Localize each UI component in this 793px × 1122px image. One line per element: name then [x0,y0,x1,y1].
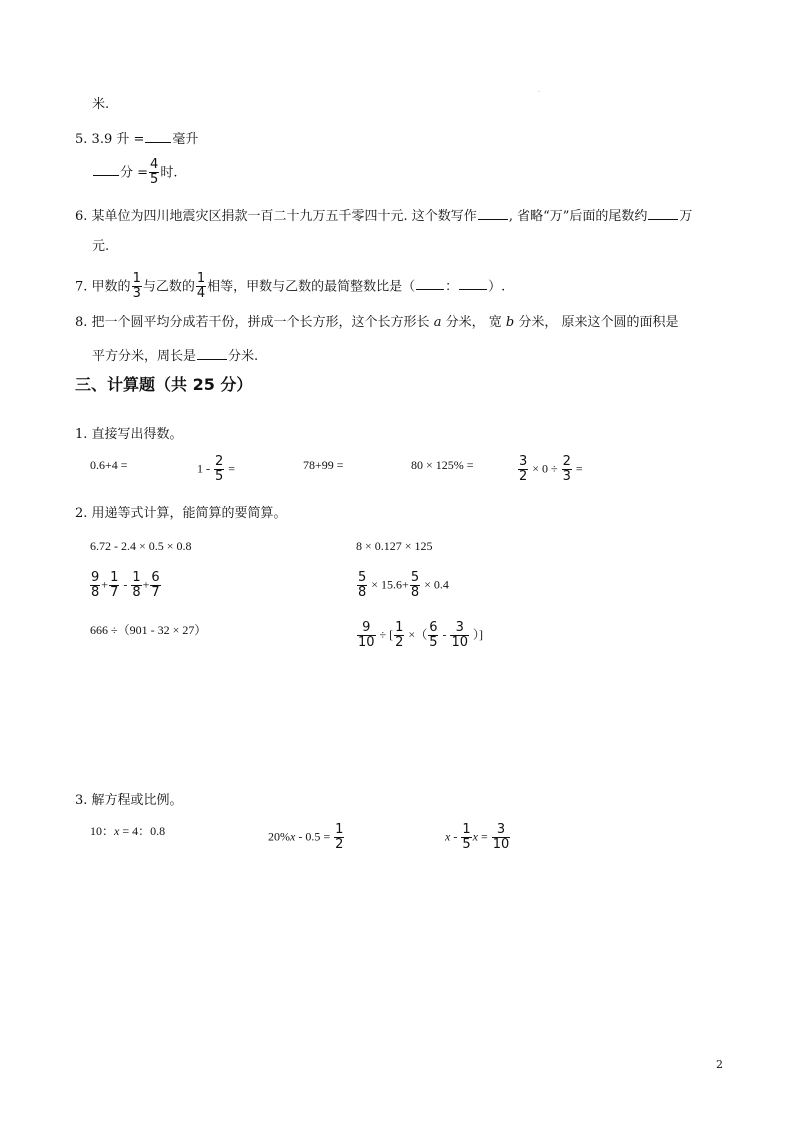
expr-text: ）] [473,627,484,642]
section-heading: 三、计算题（共 25 分） [75,375,253,394]
expr-text: ÷ [ [379,627,394,642]
denominator: 2 [335,837,344,853]
expr-text: × 15.6+ [371,577,409,592]
question-6-line2: 元. [92,239,110,254]
variable-x: x [290,829,296,844]
numerator: 9 [91,570,100,585]
denominator: 5 [150,172,159,188]
q8-text-a: 8. 把一个圆平均分成若干份，拼成一个长方形，这个长方形长 [75,315,430,330]
page-number: 2 [716,1058,723,1071]
numerator: 1 [110,570,119,585]
numerator: 5 [410,570,420,585]
fraction [132,272,142,302]
denominator: 5 [462,837,471,853]
numerator: 1 [395,620,404,635]
question-number: 7. [75,279,88,295]
fraction [394,621,404,651]
fraction [562,455,572,485]
calc-3-expr-1 [90,825,165,837]
q8-text-d: 平方分米，周长是 [92,349,197,364]
operator: + [142,577,150,592]
denominator: 7 [151,585,160,601]
expr-text: × 0 ÷ [532,461,558,476]
calc-3-expr-3 [445,823,511,853]
question-number: 5. [75,132,88,147]
fraction [357,621,376,651]
q6-text-a: 6. 某单位为四川地震灾区捐款一百二十九万五千零四十元. 这个数写作 [75,209,477,224]
fraction [428,621,438,651]
continued-text: 米. [92,97,110,112]
fraction [109,571,119,601]
denominator: 10 [358,635,375,651]
expr-text: = [575,461,583,476]
q5-unit-a: 毫升 [172,132,199,147]
denominator: 2 [395,635,404,651]
question-6-line1 [75,207,692,223]
expr-text: = [480,829,488,844]
fraction [492,823,511,853]
calc-2-expr-6 [356,621,483,651]
numerator: 1 [196,271,206,286]
numerator: 6 [429,620,438,635]
variable-a: a [433,315,442,330]
q8-text-c: 分米， 原来这个圆的面积是 [518,315,679,330]
calc-1-expr-5 [517,455,583,485]
denominator: 3 [132,286,141,302]
numerator: 3 [519,454,528,469]
denominator: 3 [562,469,571,485]
expr-text: - 0.5 = [298,829,331,844]
numerator: 1 [335,822,344,837]
q7-colon: ： [445,279,459,295]
denominator: 8 [410,585,420,601]
denominator: 7 [110,585,119,601]
denominator: 10 [451,635,469,651]
answer-blank[interactable] [197,347,227,360]
expr-text: 20% [268,829,290,844]
fraction [150,571,160,601]
denominator: 5 [215,469,224,485]
numerator: 2 [215,454,224,469]
operator: - [453,829,458,844]
numerator: 5 [358,570,367,585]
numerator: 2 [562,454,571,469]
calc-1-expr-2 [197,455,235,485]
q8-text-e: 分米. [228,349,259,364]
variable-x: x [114,824,120,838]
denominator: 8 [358,585,367,601]
numerator: 3 [496,822,506,837]
operator: - [442,627,447,642]
operator: - [123,577,128,592]
fraction [410,571,420,601]
denominator: 8 [91,585,100,601]
q7-text-b: 与乙数的 [142,279,195,295]
question-5-line2 [92,158,177,188]
calc-2-expr-5: 666 ÷（901 - 32 × 27） [90,623,207,637]
q5-tail: 时. [160,165,178,181]
fraction [196,272,206,302]
calc-1-expr-3: 78+99 = [303,458,344,472]
operator: + [101,577,109,592]
denominator: 2 [519,469,528,485]
q6-text-c: 万 [679,209,693,224]
numerator: 3 [455,620,464,635]
fraction [450,621,469,651]
q5-text-a: 3.9 升 = [91,132,145,147]
expr-text: = [228,461,236,476]
question-7 [75,272,505,302]
calc-2-expr-2: 8 × 0.127 × 125 [356,539,433,553]
fraction [461,823,471,853]
calc-3-title: 3. 解方程或比例。 [75,793,183,808]
answer-blank[interactable] [416,277,444,290]
fraction [149,158,159,188]
denominator: 8 [132,585,141,601]
calc-1-expr-4: 80 × 125% = [411,458,474,472]
answer-blank[interactable] [459,277,487,290]
denominator: 5 [429,635,438,651]
expr-text: = 4：0.8 [122,824,166,838]
q7-text-a: 甲数的 [91,279,131,295]
fraction [334,823,344,853]
q5-unit-b: 分 = [120,165,149,181]
expr-text: 1 - [197,461,210,476]
question-8-line2 [92,347,258,363]
scan-dot: · [538,89,540,96]
calc-2-title: 2. 用递等式计算，能简算的要简算。 [75,506,287,521]
expr-text: × 0.4 [424,577,449,592]
answer-blank[interactable] [648,207,678,220]
denominator: 4 [196,286,206,302]
answer-blank[interactable] [478,207,508,220]
q8-text-b: 分米， 宽 [445,315,502,330]
fraction [90,571,100,601]
calc-3-expr-2 [268,823,345,853]
fraction [214,455,224,485]
variable-x: x [472,829,478,844]
denominator: 10 [492,837,510,853]
question-8-line1 [75,316,678,329]
calc-2-expr-3 [89,571,162,601]
answer-blank[interactable] [145,130,171,143]
q7-text-d: ）. [488,279,506,295]
numerator: 9 [362,620,371,635]
calc-1-title: 1. 直接写出得数。 [75,427,183,442]
expr-text: 10： [90,824,115,838]
calc-1-expr-1: 0.6+4 = [90,458,128,472]
fraction [357,571,367,601]
q7-text-c: 相等，甲数与乙数的最简整数比是（ [207,279,416,295]
numerator: 6 [151,570,160,585]
calc-2-expr-1: 6.72 - 2.4 × 0.5 × 0.8 [90,539,192,553]
numerator: 1 [462,822,471,837]
expr-text: ×（ [408,627,428,642]
calc-2-expr-4 [356,571,449,601]
variable-x: x [445,829,451,844]
numerator: 1 [132,271,141,286]
fraction [518,455,528,485]
question-5-line1 [75,130,198,146]
numerator: 1 [132,570,141,585]
numerator: 4 [150,157,159,172]
fraction [131,571,141,601]
q6-text-b: , 省略“万”后面的尾数约 [508,209,648,224]
answer-blank[interactable] [93,163,119,176]
variable-b: b [505,315,515,330]
